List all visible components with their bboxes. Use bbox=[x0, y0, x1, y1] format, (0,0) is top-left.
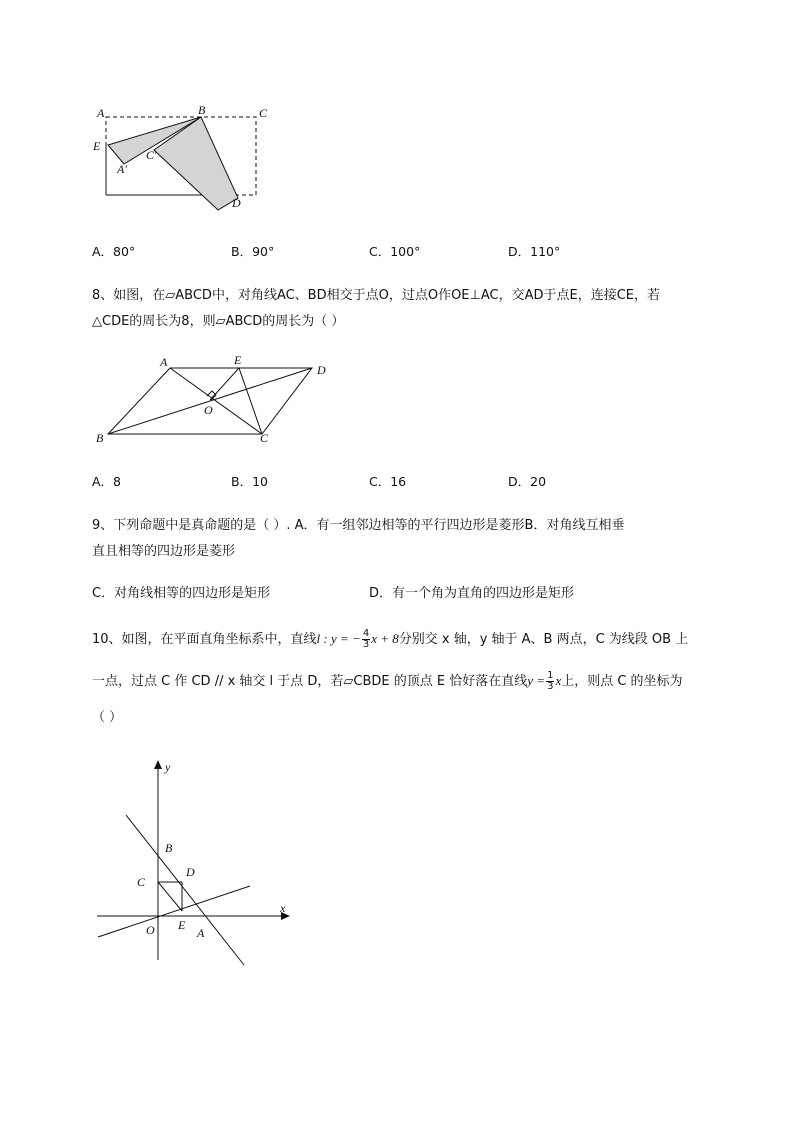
q10-text-line2 bbox=[92, 670, 683, 692]
q10-l2-frac-num: 1 bbox=[547, 670, 554, 681]
q8-label-E: E bbox=[234, 353, 242, 367]
q9-text-line1: 9、下列命题中是真命题的是（ ）. A．有一组邻边相等的平行四边形是菱形B．对角线互相垂 bbox=[92, 518, 625, 533]
q10-l2-pre: 一点，过点 C 作 CD // x 轴交 l 于点 D，若▱CBDE 的顶点 E 恰好落在直线 bbox=[92, 674, 528, 689]
q10-label-C: C bbox=[137, 875, 146, 889]
q10-line-y-third-x bbox=[98, 886, 250, 937]
q8-segment-oe bbox=[210, 368, 239, 400]
q7-option-a[interactable]: A．80° bbox=[92, 244, 136, 259]
q8-label-B: B bbox=[96, 431, 104, 445]
q7-label-A: A bbox=[97, 106, 105, 120]
q10-l2-post: 上，则点 C 的坐标为 bbox=[561, 674, 683, 689]
q7-label-A-prime: A′ bbox=[117, 162, 127, 176]
q10-text-line3: （ ） bbox=[92, 710, 123, 725]
q8-text-line2: △CDE的周长为8，则▱ABCD的周长为（ ） bbox=[92, 314, 345, 329]
q9-option-c[interactable]: C．对角线相等的四边形是矩形 bbox=[92, 586, 271, 601]
q9-option-d[interactable]: D．有一个角为直角的四边形是矩形 bbox=[369, 586, 575, 601]
q7-option-b[interactable]: B．90° bbox=[231, 244, 275, 259]
q10-l2-eq2: x bbox=[555, 673, 562, 688]
q8-option-c[interactable]: C．16 bbox=[369, 474, 407, 489]
q7-label-C-prime: C′ bbox=[146, 148, 157, 162]
q8-figure bbox=[90, 350, 340, 450]
q7-label-D: D bbox=[232, 196, 241, 210]
q10-label-B: B bbox=[165, 841, 173, 855]
q10-label-E: E bbox=[178, 918, 186, 932]
q8-label-D: D bbox=[317, 363, 326, 377]
q10-figure bbox=[90, 752, 300, 972]
q10-l2-eq: y = bbox=[527, 673, 546, 688]
q8-label-A: A bbox=[160, 355, 168, 369]
q8-option-b[interactable]: B．10 bbox=[231, 474, 268, 489]
q10-l2-frac-den: 3 bbox=[547, 681, 554, 692]
q10-label-A: A bbox=[197, 926, 205, 940]
q10-label-y: y bbox=[165, 760, 171, 774]
q10-line-l bbox=[126, 815, 244, 965]
q10-l1-eq2: x + 8 bbox=[371, 631, 399, 646]
q10-l2-fraction bbox=[546, 671, 554, 692]
q7-option-d[interactable]: D．110° bbox=[508, 244, 561, 259]
q10-label-D: D bbox=[186, 865, 195, 879]
q10-l1-post: 分别交 x 轴，y 轴于 A、B 两点，C 为线段 OB 上 bbox=[398, 632, 689, 647]
q10-l1-eq: l : y = − bbox=[316, 631, 361, 646]
q10-segment-ce bbox=[158, 882, 182, 911]
q10-label-x: x bbox=[280, 901, 286, 915]
q7-figure bbox=[85, 100, 285, 215]
q8-text-line1: 8、如图，在▱ABCD中，对角线AC、BD相交于点O，过点O作OE⊥AC，交AD于点E，连接CE，若 bbox=[92, 288, 660, 303]
q8-segment-ec bbox=[239, 368, 262, 434]
q10-l1-pre: 10、如图，在平面直角坐标系中，直线 bbox=[92, 632, 317, 647]
q9-text-line2: 直且相等的四边形是菱形 bbox=[92, 544, 236, 559]
q10-l1-fraction bbox=[362, 629, 370, 650]
q10-y-axis-arrow bbox=[154, 760, 162, 769]
q10-l1-frac-num: 4 bbox=[362, 628, 370, 639]
q10-label-O: O bbox=[146, 923, 155, 937]
q8-option-a[interactable]: A．8 bbox=[92, 474, 122, 489]
q8-option-d[interactable]: D．20 bbox=[508, 474, 547, 489]
q7-option-c[interactable]: C．100° bbox=[369, 244, 421, 259]
q8-label-O: O bbox=[204, 403, 213, 417]
q7-label-C: C bbox=[259, 106, 268, 120]
q10-text-line1 bbox=[92, 628, 688, 650]
q7-label-E: E bbox=[93, 139, 101, 153]
q8-label-C: C bbox=[260, 431, 269, 445]
q8-diagonal-ac bbox=[170, 368, 262, 434]
q10-l1-frac-den: 3 bbox=[362, 639, 370, 650]
q7-label-B: B bbox=[198, 103, 206, 117]
